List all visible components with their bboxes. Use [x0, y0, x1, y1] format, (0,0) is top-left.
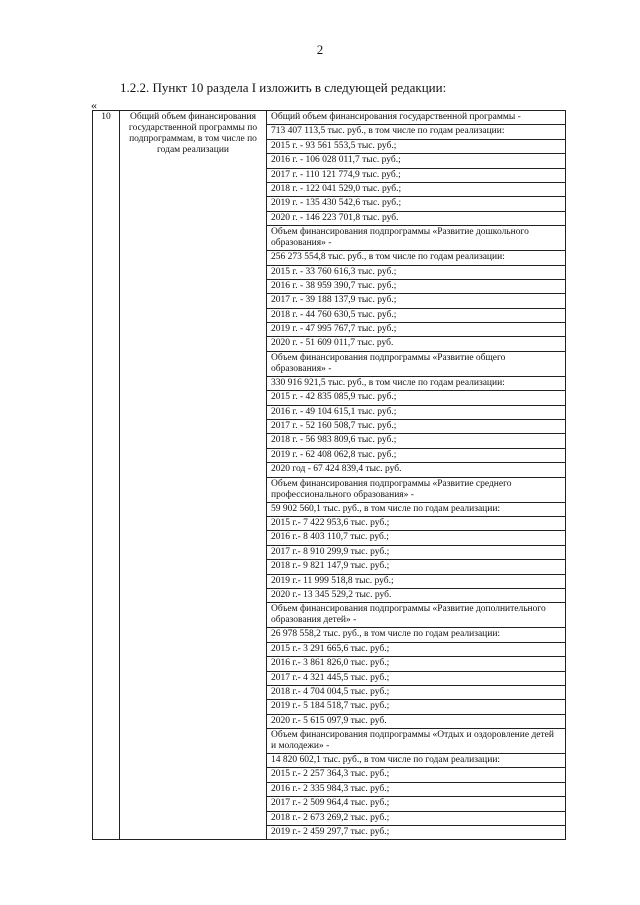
financing-line: 713 407 113,5 тыс. руб., в том числе по годам реализации: [267, 125, 565, 139]
financing-line: 2016 г.- 3 861 826,0 тыс. руб.; [267, 657, 565, 671]
financing-line-row [267, 125, 565, 139]
financing-line: 2018 г.- 9 821 147,9 тыс. руб.; [267, 560, 565, 574]
financing-line: 2019 г. - 62 408 062,8 тыс. руб.; [267, 448, 565, 462]
financing-line: 2020 г.- 5 615 097,9 тыс. руб. [267, 714, 565, 728]
financing-line: 2016 г.- 2 335 984,3 тыс. руб.; [267, 782, 565, 796]
financing-line-row [267, 434, 565, 448]
financing-line-row [267, 323, 565, 337]
financing-line-row [267, 782, 565, 796]
financing-line-row [267, 265, 565, 279]
financing-line: 14 820 602,1 тыс. руб., в том числе по годам реализации: [267, 754, 565, 768]
financing-line-row [267, 448, 565, 462]
financing-line: 2016 г. - 106 028 011,7 тыс. руб.; [267, 154, 565, 168]
section-heading: 1.2.2. Пункт 10 раздела I изложить в следующей редакции: [120, 80, 447, 95]
financing-line-row [267, 700, 565, 714]
financing-line: 2017 г.- 2 509 964,4 тыс. руб.; [267, 797, 565, 811]
financing-line-row [267, 405, 565, 419]
financing-line-row [267, 603, 565, 628]
financing-line-row [267, 211, 565, 225]
financing-line-row [267, 391, 565, 405]
financing-line: Объем финансирования подпрограммы «Отдых и оздоровление детей и молодежи» - [267, 729, 565, 754]
financing-line-row [267, 545, 565, 559]
financing-line: 2019 г.- 5 184 518,7 тыс. руб.; [267, 700, 565, 714]
financing-line: 26 978 558,2 тыс. руб., в том числе по годам реализации: [267, 628, 565, 642]
page-number: 2 [316, 42, 324, 57]
financing-line-row [267, 729, 565, 754]
financing-line: 2018 г. - 122 041 529,0 тыс. руб.; [267, 182, 565, 196]
financing-line-row [267, 168, 565, 182]
financing-line: 2017 г.- 4 321 445,5 тыс. руб.; [267, 671, 565, 685]
financing-line: 2018 г.- 2 673 269,2 тыс. руб.; [267, 811, 565, 825]
financing-line-row [267, 463, 565, 477]
financing-line-row [267, 279, 565, 293]
financing-line: 2016 г. - 38 959 390,7 тыс. руб.; [267, 279, 565, 293]
financing-line: 2020 г. - 146 223 701,8 тыс. руб. [267, 211, 565, 225]
financing-line: 59 902 560,1 тыс. руб., в том числе по годам реализации: [267, 502, 565, 516]
financing-line: 2018 г. - 44 760 630,5 тыс. руб.; [267, 308, 565, 322]
financing-line: 2020 г.- 13 345 529,2 тыс. руб. [267, 588, 565, 602]
financing-line: 2015 г.- 7 422 953,6 тыс. руб.; [267, 516, 565, 530]
financing-line-row [267, 657, 565, 671]
financing-line-row [267, 797, 565, 811]
financing-line: 2017 г.- 8 910 299,9 тыс. руб.; [267, 545, 565, 559]
financing-line-row [267, 182, 565, 196]
financing-line: Объем финансирования подпрограммы «Развитие общего образования» - [267, 351, 565, 376]
financing-line: 2019 г.- 2 459 297,7 тыс. руб.; [271, 827, 390, 838]
financing-line-row [267, 337, 565, 351]
row-label-cell: Общий объем финансирования государственной программы по подпрограммам, в том числе по годам реализации [120, 111, 267, 840]
financing-content-cell [267, 111, 566, 840]
financing-line-row [267, 642, 565, 656]
financing-line: Объем финансирования подпрограммы «Развитие среднего профессионального образования» - [267, 477, 565, 502]
financing-line: 330 916 921,5 тыс. руб., в том числе по годам реализации: [267, 376, 565, 390]
financing-line-row [267, 754, 565, 768]
financing-line-row [267, 420, 565, 434]
financing-line-row [267, 516, 565, 530]
financing-line: Общий объем финансирования государственной программы - [267, 111, 565, 125]
financing-line-row [267, 251, 565, 265]
row-number-cell: 10 [93, 111, 120, 840]
financing-line: Объем финансирования подпрограммы «Развитие дополнительного образования детей» - [267, 603, 565, 628]
financing-table [92, 110, 566, 840]
financing-line: 2015 г.- 3 291 665,6 тыс. руб.; [267, 642, 565, 656]
financing-line: 2017 г. - 52 160 508,7 тыс. руб.; [267, 420, 565, 434]
table-row [93, 111, 566, 840]
financing-line: 2017 г. - 39 188 137,9 тыс. руб.; [267, 294, 565, 308]
financing-line-row [267, 294, 565, 308]
financing-line: 2020 г. - 51 609 011,7 тыс. руб. [267, 337, 565, 351]
financing-line-row [267, 531, 565, 545]
financing-lines [267, 111, 565, 839]
financing-line-row [267, 574, 565, 588]
financing-line-row [267, 308, 565, 322]
financing-line-row [267, 588, 565, 602]
financing-line-row [267, 685, 565, 699]
financing-line: 2015 г.- 2 257 364,3 тыс. руб.; [267, 768, 565, 782]
financing-line-row [267, 111, 565, 125]
financing-line-row [267, 226, 565, 251]
financing-line-row [267, 351, 565, 376]
financing-line: 2016 г. - 49 104 615,1 тыс. руб.; [267, 405, 565, 419]
financing-line: 2020 год - 67 424 839,4 тыс. руб. [267, 463, 565, 477]
financing-line-row [267, 714, 565, 728]
financing-line-row [267, 628, 565, 642]
financing-line-row [267, 139, 565, 153]
financing-line: 2015 г. - 42 835 085,9 тыс. руб.; [267, 391, 565, 405]
financing-line: 2015 г. - 93 561 553,5 тыс. руб.; [267, 139, 565, 153]
financing-line-row [267, 560, 565, 574]
financing-line-row [267, 477, 565, 502]
financing-line-row [267, 826, 565, 840]
financing-line: 2016 г.- 8 403 110,7 тыс. руб.; [267, 531, 565, 545]
financing-line: 2018 г. - 56 983 809,6 тыс. руб.; [267, 434, 565, 448]
financing-line-row [267, 768, 565, 782]
financing-line: 2017 г. - 110 121 774,9 тыс. руб.; [267, 168, 565, 182]
financing-line: Объем финансирования подпрограммы «Развитие дошкольного образования» - [267, 226, 565, 251]
financing-line-row [267, 197, 565, 211]
financing-line: 2019 г. - 47 995 767,7 тыс. руб.; [267, 323, 565, 337]
financing-line-row [267, 502, 565, 516]
opening-quote-mark: « [91, 98, 97, 112]
financing-line: 2019 г.- 11 999 518,8 тыс. руб.; [267, 574, 565, 588]
financing-line-row [267, 811, 565, 825]
financing-line-row [267, 376, 565, 390]
financing-line-row [267, 671, 565, 685]
financing-line-row [267, 154, 565, 168]
financing-line: 2019 г. - 135 430 542,6 тыс. руб.; [267, 197, 565, 211]
financing-line: 2018 г.- 4 704 004,5 тыс. руб.; [267, 685, 565, 699]
financing-line: 256 273 554,8 тыс. руб., в том числе по годам реализации: [267, 251, 565, 265]
financing-line: 2015 г. - 33 760 616,3 тыс. руб.; [267, 265, 565, 279]
